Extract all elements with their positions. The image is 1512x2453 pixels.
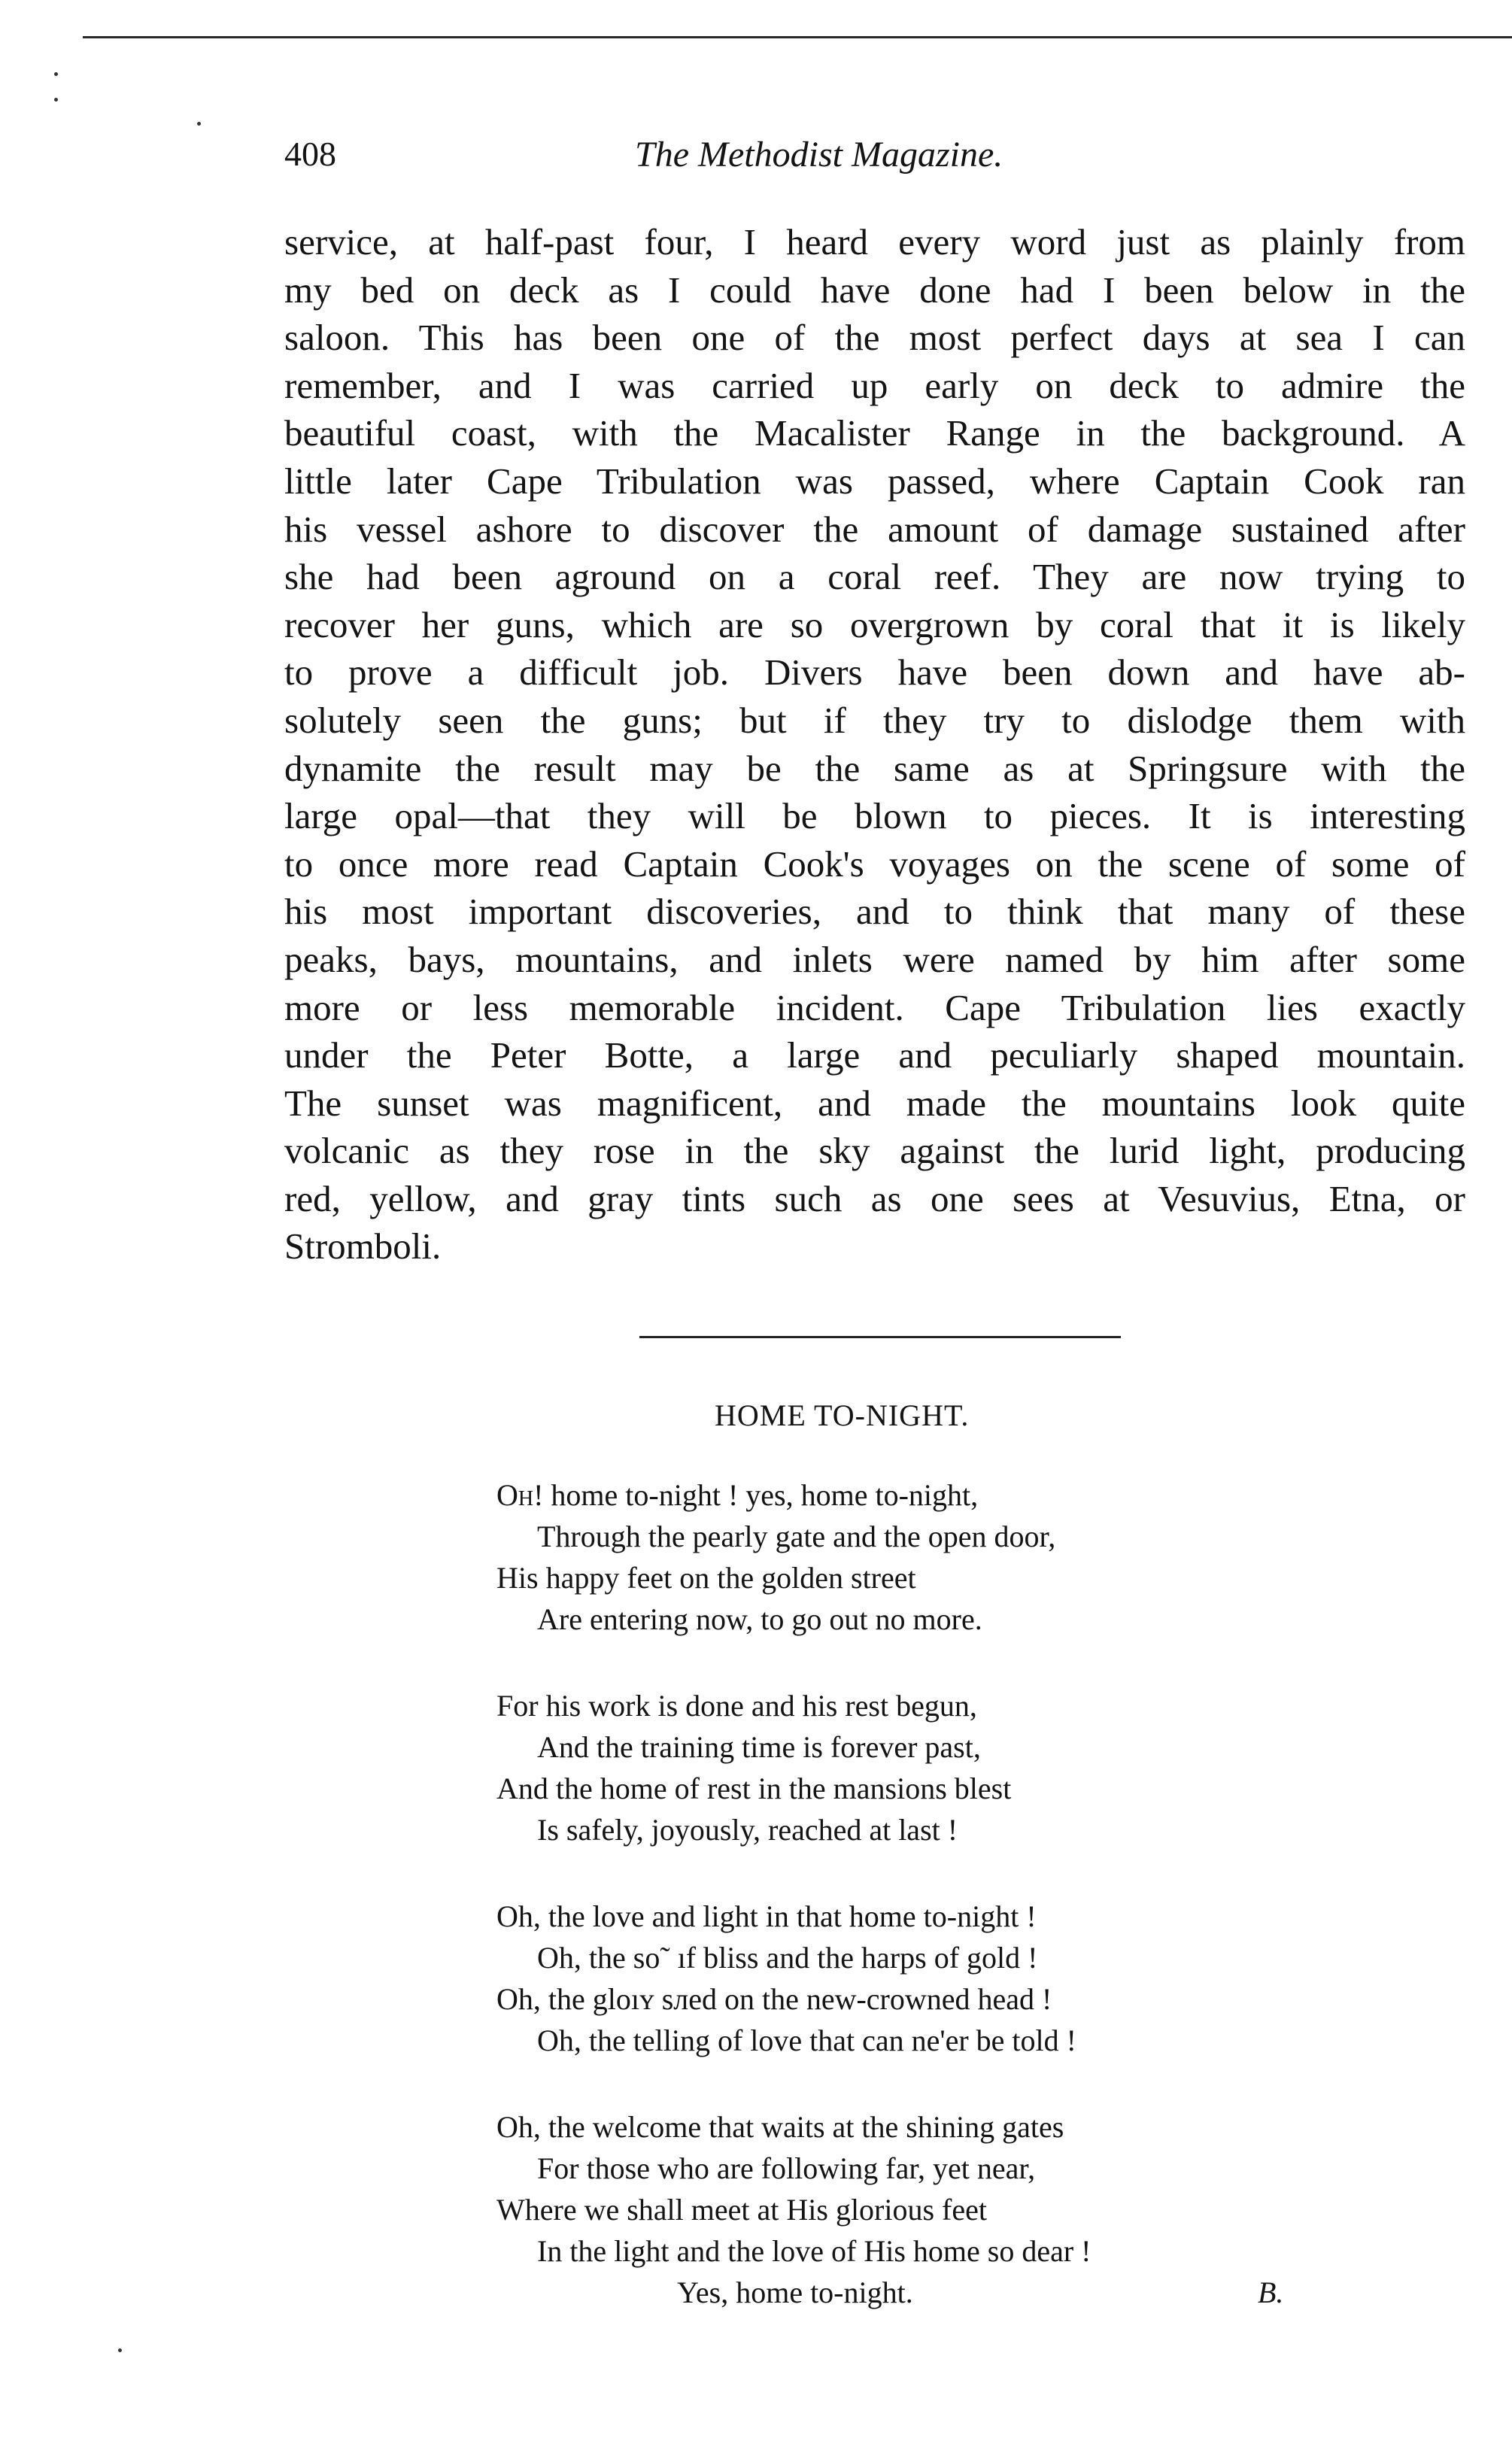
text-line: Stromboli.	[284, 1225, 442, 1267]
stanza	[496, 2106, 1399, 2313]
text-line: beautiful coast, with the Macalister Range in the background. A	[284, 412, 1465, 454]
text-line: solutely seen the guns; but if they try to dislodge them with	[284, 699, 1465, 741]
verse-line	[496, 1474, 1399, 1516]
verse-line: Is safely, joyously, reached at last !	[537, 1813, 958, 1847]
stanza	[496, 1685, 1399, 1850]
text-line: his most important discoveries, and to think that many of these	[284, 891, 1465, 933]
verse-line: In the light and the love of His home so dear !	[537, 2234, 1091, 2268]
verse-line: And the home of rest in the mansions blest	[496, 1771, 1012, 1805]
scan-speck	[54, 72, 58, 76]
verse-line: For his work is done and his rest begun,	[496, 1689, 977, 1723]
text-line: little later Cape Tribulation was passed, where Captain Cook ran	[284, 460, 1465, 502]
text-line: saloon. This has been one of the most perfect days at sea I can	[284, 317, 1465, 359]
text-line: to prove a difficult job. Divers have been down and have ab-	[284, 651, 1465, 694]
text-line: dynamite the result may be the same as at Springsure with the	[284, 747, 1465, 789]
section-divider	[639, 1336, 1121, 1338]
poem-signoff	[496, 2272, 1399, 2313]
text-line: recover her guns, which are so overgrown by coral that it is likely	[284, 603, 1465, 645]
page-number: 408	[284, 135, 336, 173]
text-line: large opal—that they will be blown to pieces. It is interesting	[284, 795, 1465, 837]
verse-line-rest: ! home to-night ! yes, home to-night,	[533, 1478, 979, 1512]
text-line: service, at half-past four, I heard every word just as plainly from	[284, 221, 1465, 263]
scan-speck	[54, 98, 58, 102]
verse-line: Where we shall meet at His glorious feet	[496, 2193, 987, 2227]
stanza	[496, 1474, 1399, 1640]
drop-word: Oh	[496, 1478, 534, 1512]
verse-line: Oh, the love and light in that home to-night !	[496, 1899, 1037, 1933]
text-line: under the Peter Botte, a large and peculiarly shaped mountain.	[284, 1034, 1465, 1076]
verse-line: Oh, the telling of love that can ne'er be told !	[537, 2023, 1076, 2057]
verse-line: Through the pearly gate and the open door,	[537, 1519, 1056, 1553]
text-line: his vessel ashore to discover the amount of damage sustained after	[284, 508, 1465, 550]
text-line: remember, and I was carried up early on deck to admire the	[284, 364, 1465, 406]
text-line: she had been aground on a coral reef. They are now trying to	[284, 556, 1465, 598]
verse-line: Oh, the welcome that waits at the shining gates	[496, 2110, 1064, 2144]
stanza	[496, 1896, 1399, 2061]
text-line: more or less memorable incident. Cape Tribulation lies exactly	[284, 986, 1465, 1028]
verse-line: And the training time is forever past,	[537, 1730, 981, 1764]
page-header	[284, 134, 1443, 187]
text-line: to once more read Captain Cook's voyages on the scene of some of	[284, 842, 1465, 885]
verse-line: Oh, the gloıʏ ѕлеd on the new-crowned head !	[496, 1982, 1052, 2016]
verse-line: For those who are following far, yet near,	[537, 2151, 1036, 2185]
verse-line: Are entering now, to go out no more.	[537, 1602, 982, 1636]
running-title: The Methodist Magazine.	[635, 135, 1003, 175]
top-border-rule	[83, 36, 1512, 38]
poem	[496, 1474, 1399, 2313]
body-text	[284, 218, 1465, 1271]
text-line: volcanic as they rose in the sky against the lurid light, producing	[284, 1130, 1465, 1172]
text-line: peaks, bays, mountains, and inlets were named by him after some	[284, 938, 1465, 980]
closing-line: Yes, home to-night.	[677, 2275, 913, 2309]
poem-title: HOME TO-NIGHT.	[715, 1398, 970, 1432]
scan-speck	[118, 2348, 122, 2352]
verse-line: Oh, the so˜ ıf bliss and the harps of gold !	[537, 1941, 1038, 1975]
text-line: red, yellow, and gray tints such as one sees at Vesuvius, Etna, or	[284, 1177, 1465, 1219]
scan-speck	[197, 122, 201, 126]
text-line: my bed on deck as I could have done had I been below in the	[284, 269, 1465, 311]
author-signature: B.	[1258, 2275, 1284, 2309]
text-line: The sunset was magnificent, and made the mountains look quite	[284, 1082, 1465, 1124]
verse-line: His happy feet on the golden street	[496, 1561, 916, 1595]
